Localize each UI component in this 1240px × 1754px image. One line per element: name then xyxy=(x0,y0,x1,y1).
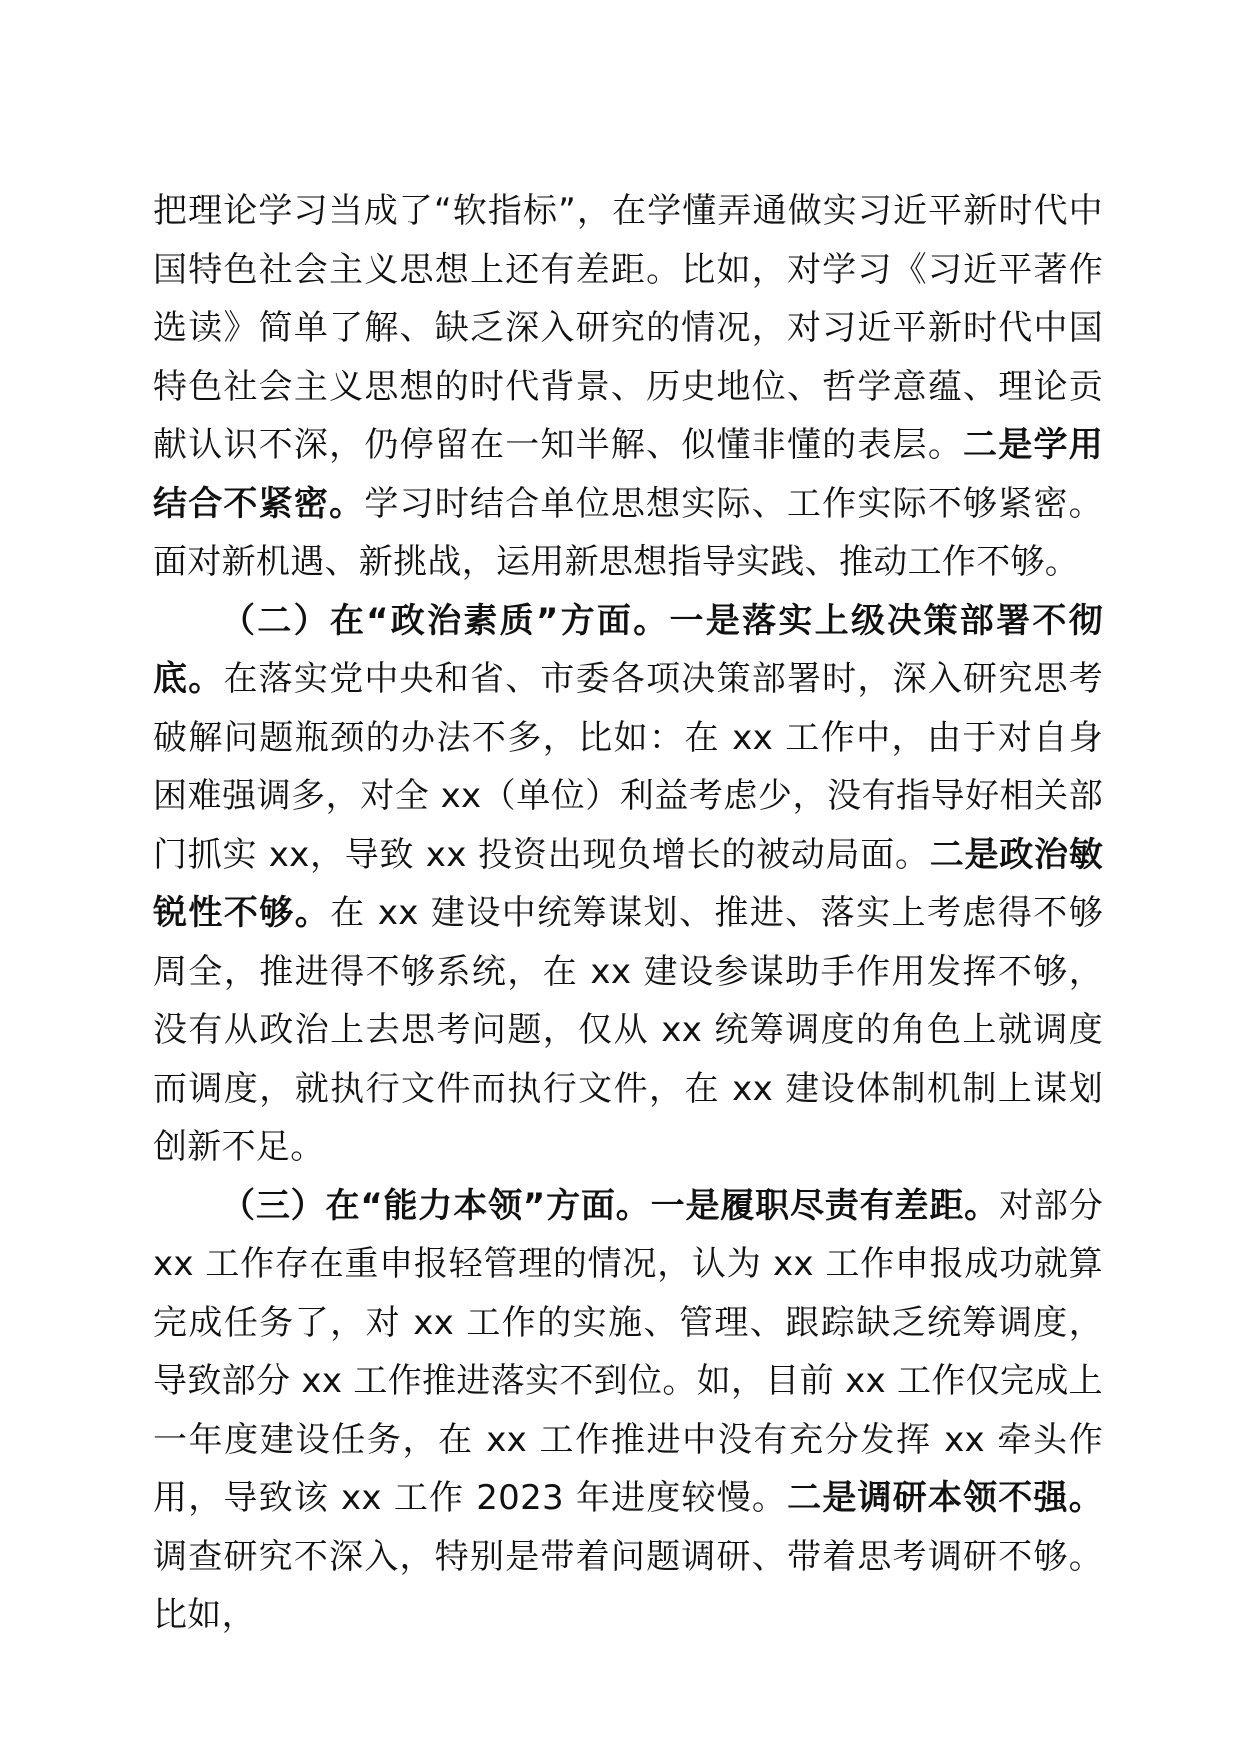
bold-heading-run: （二）在“政治素质”方面。一是落实上级决策部署不彻底。 xyxy=(153,600,1103,699)
paragraph-ability xyxy=(153,1177,1103,1645)
bold-heading-run: 二是调研本领不强。 xyxy=(787,1478,1103,1518)
text-run: 对部分 xx 工作存在重申报轻管理的情况，认为 xx 工作申报成功就算完成任务了，对 xx 工作的实施、管理、跟踪缺乏统筹调度，导致部分 xx 工作推进落实不到位。如，目前 xx 工作仅完成上一年度建设任务，在 xx 工作推进中没有充分发挥 xx 牵头作用，导致该 xx 工作 2023 年进度较慢。 xyxy=(153,1185,1103,1518)
text-run: 在落实党中央和省、市委各项决策部署时，深入研究思考破解问题瓶颈的办法不多，比如：在 xx 工作中，由于对自身困难强调多，对全 xx（单位）利益考虑少，没有指导好相关部门抓实 xx，导致 xx 投资出现负增长的被动局面。 xyxy=(153,659,1104,875)
paragraph-study xyxy=(153,182,1103,592)
bold-heading-run: （三）在“能力本领”方面。一是履职尽责有差距。 xyxy=(221,1185,1000,1226)
text-run: 把理论学习当成了“软指标”，在学懂弄通做实习近平新时代中国特色社会主义思想上还有差距。比如，对学习《习近平著作选读》简单了解、缺乏深入研究的情况，对习近平新时代中国特色社会主义思想的时代背景、历史地位、哲学意蕴、理论贡献认识不深，仍停留在一知半解、似懂非懂的表层。 xyxy=(153,191,1103,465)
text-run: 学习时结合单位思想实际、工作实际不够紧密。面对新机遇、新挑战，运用新思想指导实践、推动工作不够。 xyxy=(153,483,1103,582)
text-run: 调查研究不深入，特别是带着问题调研、带着思考调研不够。比如， xyxy=(153,1536,1103,1635)
text-run: 在 xx 建设中统筹谋划、推进、落实上考虑得不够周全，推进得不够系统，在 xx 建设参谋助手作用发挥不够，没有从政治上去思考问题，仅从 xx 统筹调度的角色上就调度而调度，就执行文件而执行文件，在 xx 建设体制机制上谋划创新不足。 xyxy=(153,893,1104,1167)
paragraph-political-quality xyxy=(153,592,1103,1177)
bold-heading-run: 二是学用结合不紧密。 xyxy=(153,425,1104,524)
bold-heading-run: 二是政治敏锐性不够。 xyxy=(153,834,1103,933)
document-body xyxy=(153,182,1103,1645)
